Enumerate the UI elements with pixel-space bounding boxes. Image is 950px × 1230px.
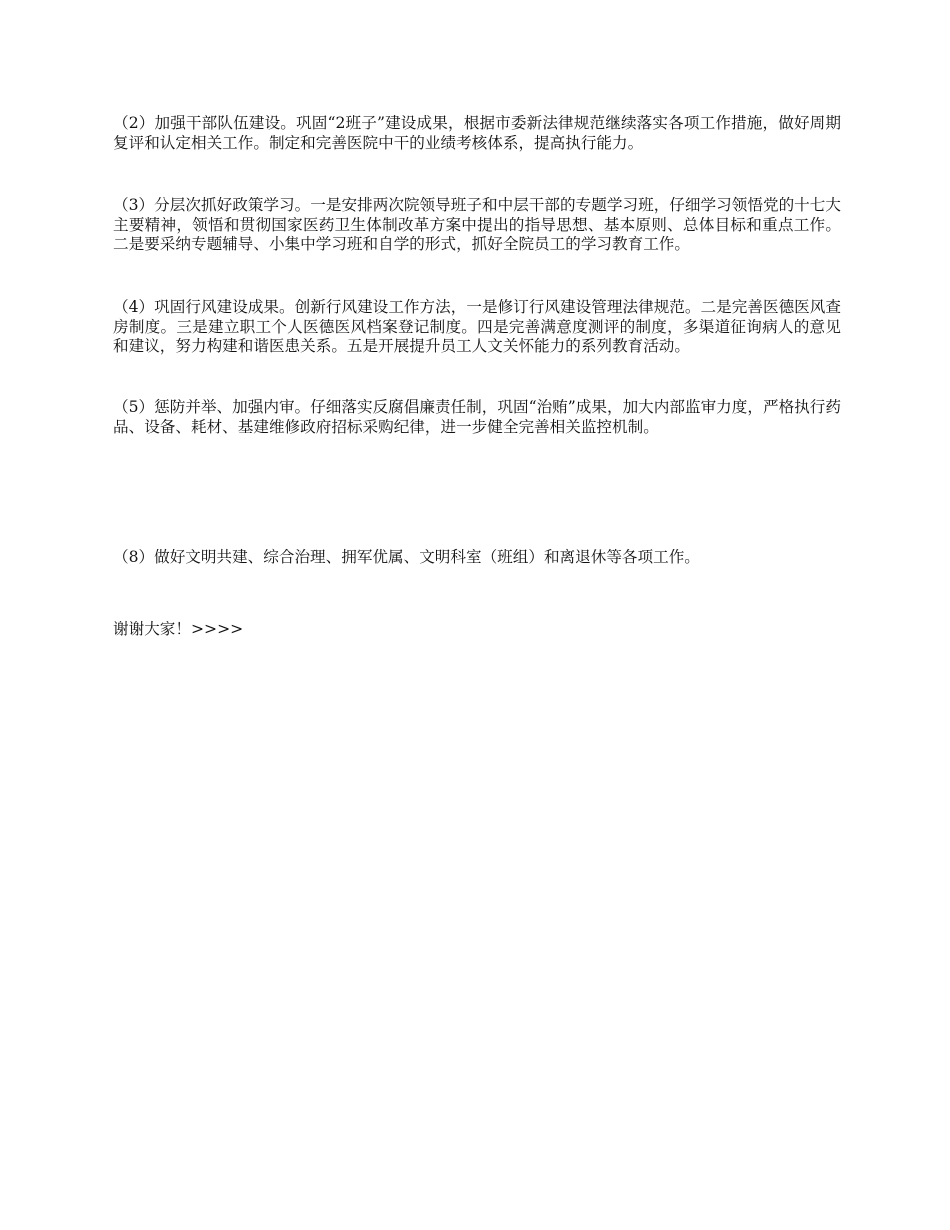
paragraph-civilization-work: （8）做好文明共建、综合治理、拥军优属、文明科室（班组）和离退休等各项工作。 <box>113 548 700 566</box>
paragraph-internal-audit: （5）惩防并举、加强内审。仔细落实反腐倡廉责任制，巩固“治贿”成果，加大内部监审力度，严格执行药品、设备、耗材、基建维修政府招标采购纪律，进一步健全完善相关监控机制。 <box>113 398 841 436</box>
paragraph-conduct-building: （4）巩固行风建设成果。创新行风建设工作方法，一是修订行风建设管理法律规范。二是完善医德医风查房制度。三是建立职工个人医德医风档案登记制度。四是完善满意度测评的制度，多渠道征询病人的意见和建议，努力构建和谐医患关系。五是开展提升员工人文关怀能力的系列教育活动。 <box>113 298 842 355</box>
paragraph-policy-study: （3）分层次抓好政策学习。一是安排两次院领导班子和中层干部的专题学习班，仔细学习领悟党的十七大主要精神，领悟和贯彻国家医药卫生体制改革方案中提出的指导思想、基本原则、总体目标和重点工作。二是要采纳专题辅导、小集中学习班和自学的形式，抓好全院员工的学习教育工作。 <box>113 196 842 253</box>
closing-thanks: 谢谢大家！>>>> <box>113 620 244 638</box>
paragraph-cadre-team: （2）加强干部队伍建设。巩固“2班子”建设成果，根据市委新法律规范继续落实各项工作措施，做好周期复评和认定相关工作。制定和完善医院中干的业绩考核体系，提高执行能力。 <box>113 114 841 152</box>
